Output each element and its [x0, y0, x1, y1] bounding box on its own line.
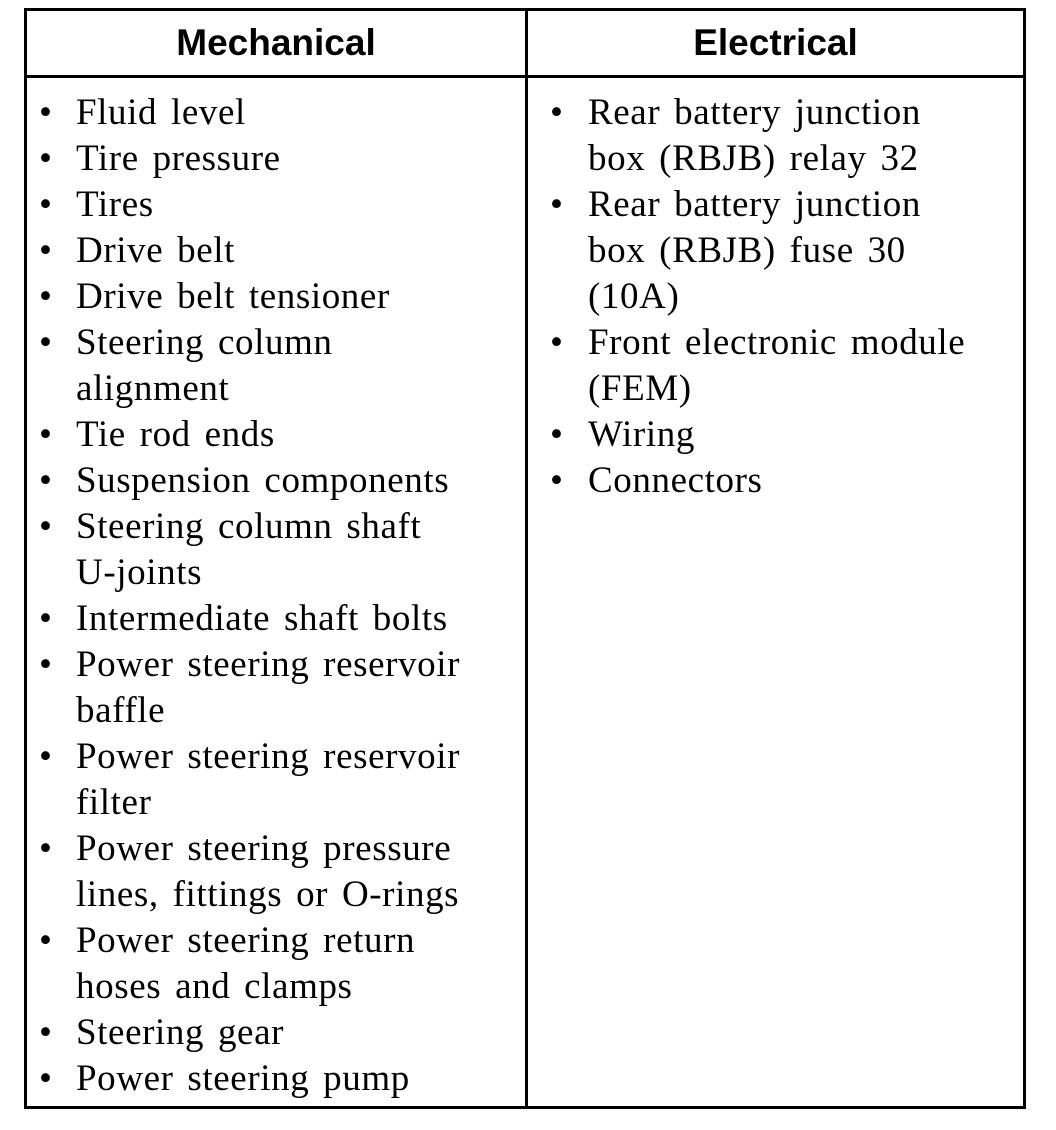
list-item [27, 228, 525, 274]
bullet-icon: • [39, 598, 53, 639]
list-item [528, 90, 1023, 182]
inspection-table [24, 8, 1026, 1109]
list-item [27, 1056, 525, 1102]
bullet-icon: • [39, 184, 53, 225]
list-item-text: Tire pressure [76, 138, 281, 179]
mechanical-header: Mechanical [27, 11, 525, 78]
bullet-icon: • [39, 322, 53, 363]
list-item [27, 90, 525, 136]
list-item [528, 320, 1023, 412]
list-item [27, 826, 525, 918]
bullet-icon: • [550, 322, 564, 363]
electrical-column [528, 11, 1023, 1106]
list-item [528, 182, 1023, 320]
list-item-text: Wiring [588, 414, 695, 455]
list-item [27, 596, 525, 642]
bullet-icon: • [39, 414, 53, 455]
list-item [27, 320, 525, 412]
bullet-icon: • [39, 1012, 53, 1053]
bullet-icon: • [39, 92, 53, 133]
list-item-text: Drive belt [76, 230, 235, 271]
bullet-icon: • [39, 460, 53, 501]
list-item-text: Rear battery junction box (RBJB) fuse 30 (10A) [588, 184, 921, 317]
bullet-icon: • [550, 92, 564, 133]
list-item-text: Intermediate shaft bolts [76, 598, 448, 639]
bullet-icon: • [550, 414, 564, 455]
list-item [27, 274, 525, 320]
bullet-icon: • [39, 138, 53, 179]
list-item [528, 458, 1023, 504]
list-item [27, 504, 525, 596]
list-item-text: Connectors [588, 460, 763, 501]
list-item-text: Power steering reservoir baffle [76, 644, 461, 731]
list-item [27, 642, 525, 734]
bullet-icon: • [39, 230, 53, 271]
bullet-icon: • [39, 506, 53, 547]
bullet-icon: • [550, 184, 564, 225]
list-item-text: Fluid level [76, 92, 246, 133]
electrical-header: Electrical [528, 11, 1023, 78]
list-item-text: Power steering pressure lines, fittings or O-rings [76, 828, 460, 915]
bullet-icon: • [550, 460, 564, 501]
bullet-icon: • [39, 828, 53, 869]
list-item [27, 734, 525, 826]
list-item-text: Power steering pump [76, 1058, 410, 1099]
list-item-text: Steering gear [76, 1012, 285, 1053]
list-item-text: Drive belt tensioner [76, 276, 390, 317]
list-item-text: Front electronic module (FEM) [588, 322, 966, 409]
list-item [27, 412, 525, 458]
bullet-icon: • [39, 920, 53, 961]
bullet-icon: • [39, 1058, 53, 1099]
list-item [27, 136, 525, 182]
mechanical-column [27, 11, 528, 1106]
list-item [27, 182, 525, 228]
list-item-text: Tie rod ends [76, 414, 275, 455]
list-item-text: Power steering reservoir filter [76, 736, 461, 823]
bullet-icon: • [39, 736, 53, 777]
bullet-icon: • [39, 276, 53, 317]
list-item [528, 412, 1023, 458]
electrical-list [528, 78, 1023, 504]
list-item-text: Rear battery junction box (RBJB) relay 32 [588, 92, 921, 179]
list-item-text: Power steering return hoses and clamps [76, 920, 416, 1007]
bullet-icon: • [39, 644, 53, 685]
list-item-text: Steering column shaft U-joints [76, 506, 422, 593]
list-item [27, 458, 525, 504]
list-item-text: Steering column alignment [76, 322, 333, 409]
list-item [27, 1010, 525, 1056]
mechanical-list [27, 78, 525, 1102]
list-item-text: Tires [76, 184, 154, 225]
list-item [27, 918, 525, 1010]
list-item-text: Suspension components [76, 460, 450, 501]
